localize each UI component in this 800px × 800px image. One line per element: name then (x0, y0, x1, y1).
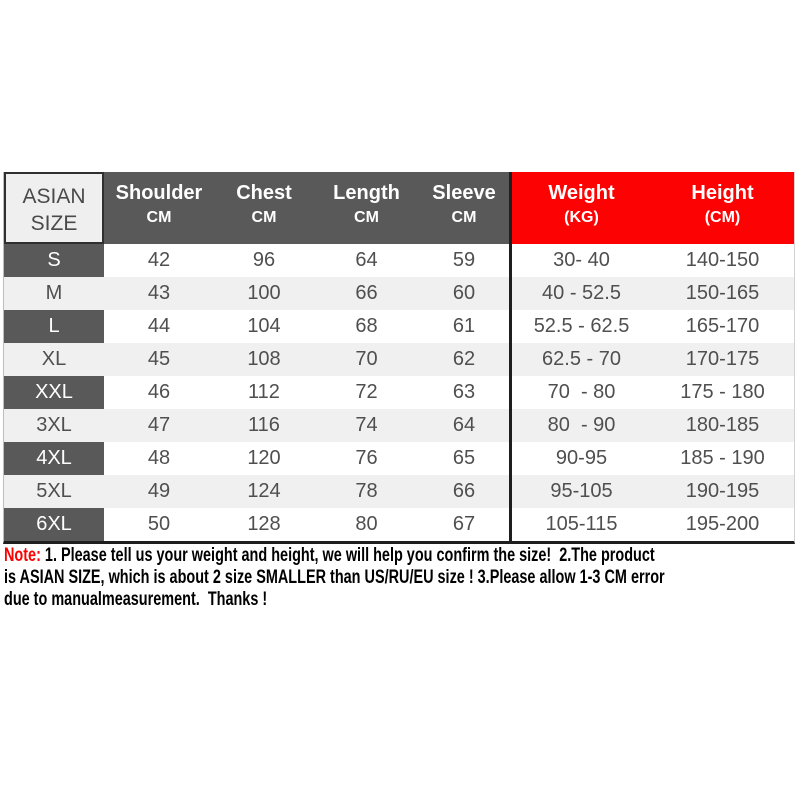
sleeve-value-cell: 67 (452, 513, 476, 535)
shoulder-value-cell: 45 (147, 348, 171, 370)
height-value-cell: 170-175 (685, 348, 760, 370)
asian-size-header-cell (4, 172, 104, 244)
height-value-cell: 175 - 180 (680, 381, 765, 403)
size-label-cell: 5XL (36, 480, 72, 502)
size-note (4, 545, 800, 611)
chest-value-cell: 104 (247, 315, 281, 337)
size-label-cell: 6XL (4, 508, 104, 541)
note-label: Note: (4, 545, 41, 566)
height-value-cell: 190-195 (685, 480, 760, 502)
table-header-row (4, 172, 794, 244)
height-value-cell: 185 - 190 (680, 447, 765, 469)
table-row (4, 409, 794, 442)
size-label-cell: S (4, 244, 104, 277)
shoulder-value-cell: 49 (147, 480, 171, 502)
shoulder-value-cell: 44 (147, 315, 171, 337)
column-header-shoulder: Shoulder CM (104, 172, 214, 244)
column-header-height: Height (CM) (651, 172, 794, 244)
shoulder-value-cell: 47 (147, 414, 171, 436)
weight-value-cell: 30- 40 (509, 244, 651, 277)
column-header-sleeve: Sleeve CM (419, 172, 509, 244)
length-value-cell: 66 (355, 282, 378, 304)
shoulder-value-cell: 50 (147, 513, 171, 535)
height-value-cell: 180-185 (685, 414, 760, 436)
sleeve-value-cell: 66 (452, 480, 476, 502)
size-chart-table (3, 172, 795, 544)
column-header-chest: Chest CM (214, 172, 314, 244)
column-header-weight: Weight (KG) (509, 172, 651, 244)
height-value-cell: 140-150 (685, 249, 760, 271)
table-row (4, 343, 794, 376)
size-label-cell: XXL (4, 376, 104, 409)
chest-value-cell: 100 (247, 282, 281, 304)
chest-value-cell: 116 (248, 414, 280, 436)
shoulder-value-cell: 48 (147, 447, 171, 469)
length-value-cell: 78 (355, 480, 378, 502)
note-line-3-text: due to manualmeasurement. Thanks ! (4, 589, 268, 610)
weight-value-cell: 62.5 - 70 (509, 343, 651, 376)
asian-size-line1: ASIAN (22, 185, 86, 208)
size-label-cell: 4XL (4, 442, 104, 475)
length-value-cell: 80 (355, 513, 378, 535)
table-row (4, 310, 794, 343)
chest-value-cell: 96 (252, 249, 276, 271)
weight-value-cell: 80 - 90 (509, 409, 651, 442)
weight-value-cell: 40 - 52.5 (509, 277, 651, 310)
note-line-1-text: 1. Please tell us your weight and height, we will help you confirm the size! 2.The product (40, 545, 655, 566)
sleeve-value-cell: 60 (452, 282, 476, 304)
length-value-cell: 70 (355, 348, 378, 370)
sleeve-value-cell: 59 (452, 249, 476, 271)
size-label-cell: XL (41, 348, 67, 370)
shoulder-value-cell: 46 (147, 381, 171, 403)
note-line-1 (4, 545, 665, 567)
chest-value-cell: 120 (247, 447, 281, 469)
sleeve-value-cell: 63 (452, 381, 476, 403)
weight-value-cell: 105-115 (509, 508, 651, 541)
table-row (4, 376, 794, 409)
column-header-length: Length CM (314, 172, 419, 244)
weight-value-cell: 95-105 (509, 475, 651, 508)
weight-value-cell: 90-95 (509, 442, 651, 475)
length-value-cell: 76 (355, 447, 378, 469)
size-label-cell: 3XL (36, 414, 72, 436)
table-row (4, 244, 794, 277)
asian-size-line2: SIZE (30, 212, 78, 235)
height-value-cell: 150-165 (685, 282, 760, 304)
size-label-cell: L (4, 310, 104, 343)
sleeve-value-cell: 62 (452, 348, 476, 370)
height-value-cell: 195-200 (685, 513, 760, 535)
table-row (4, 475, 794, 508)
chest-value-cell: 124 (247, 480, 281, 502)
table-row (4, 508, 794, 541)
table-body (4, 244, 794, 541)
table-row (4, 442, 794, 475)
table-row (4, 277, 794, 310)
note-line-2-text: is ASIAN SIZE, which is about 2 size SMALLER than US/RU/EU size ! 3.Please allow 1-3 CM error (4, 567, 665, 588)
sleeve-value-cell: 61 (452, 315, 476, 337)
chest-value-cell: 128 (247, 513, 281, 535)
length-value-cell: 64 (355, 249, 378, 271)
sleeve-value-cell: 65 (452, 447, 476, 469)
length-value-cell: 68 (355, 315, 378, 337)
weight-value-cell: 70 - 80 (509, 376, 651, 409)
height-value-cell: 165-170 (685, 315, 760, 337)
weight-value-cell: 52.5 - 62.5 (509, 310, 651, 343)
note-line-3 (4, 589, 665, 611)
chest-value-cell: 112 (248, 381, 280, 403)
sleeve-value-cell: 64 (452, 414, 476, 436)
shoulder-value-cell: 42 (147, 249, 171, 271)
chest-value-cell: 108 (247, 348, 281, 370)
shoulder-value-cell: 43 (147, 282, 171, 304)
note-line-2 (4, 567, 665, 589)
length-value-cell: 74 (355, 414, 378, 436)
length-value-cell: 72 (355, 381, 378, 403)
size-label-cell: M (45, 282, 63, 304)
